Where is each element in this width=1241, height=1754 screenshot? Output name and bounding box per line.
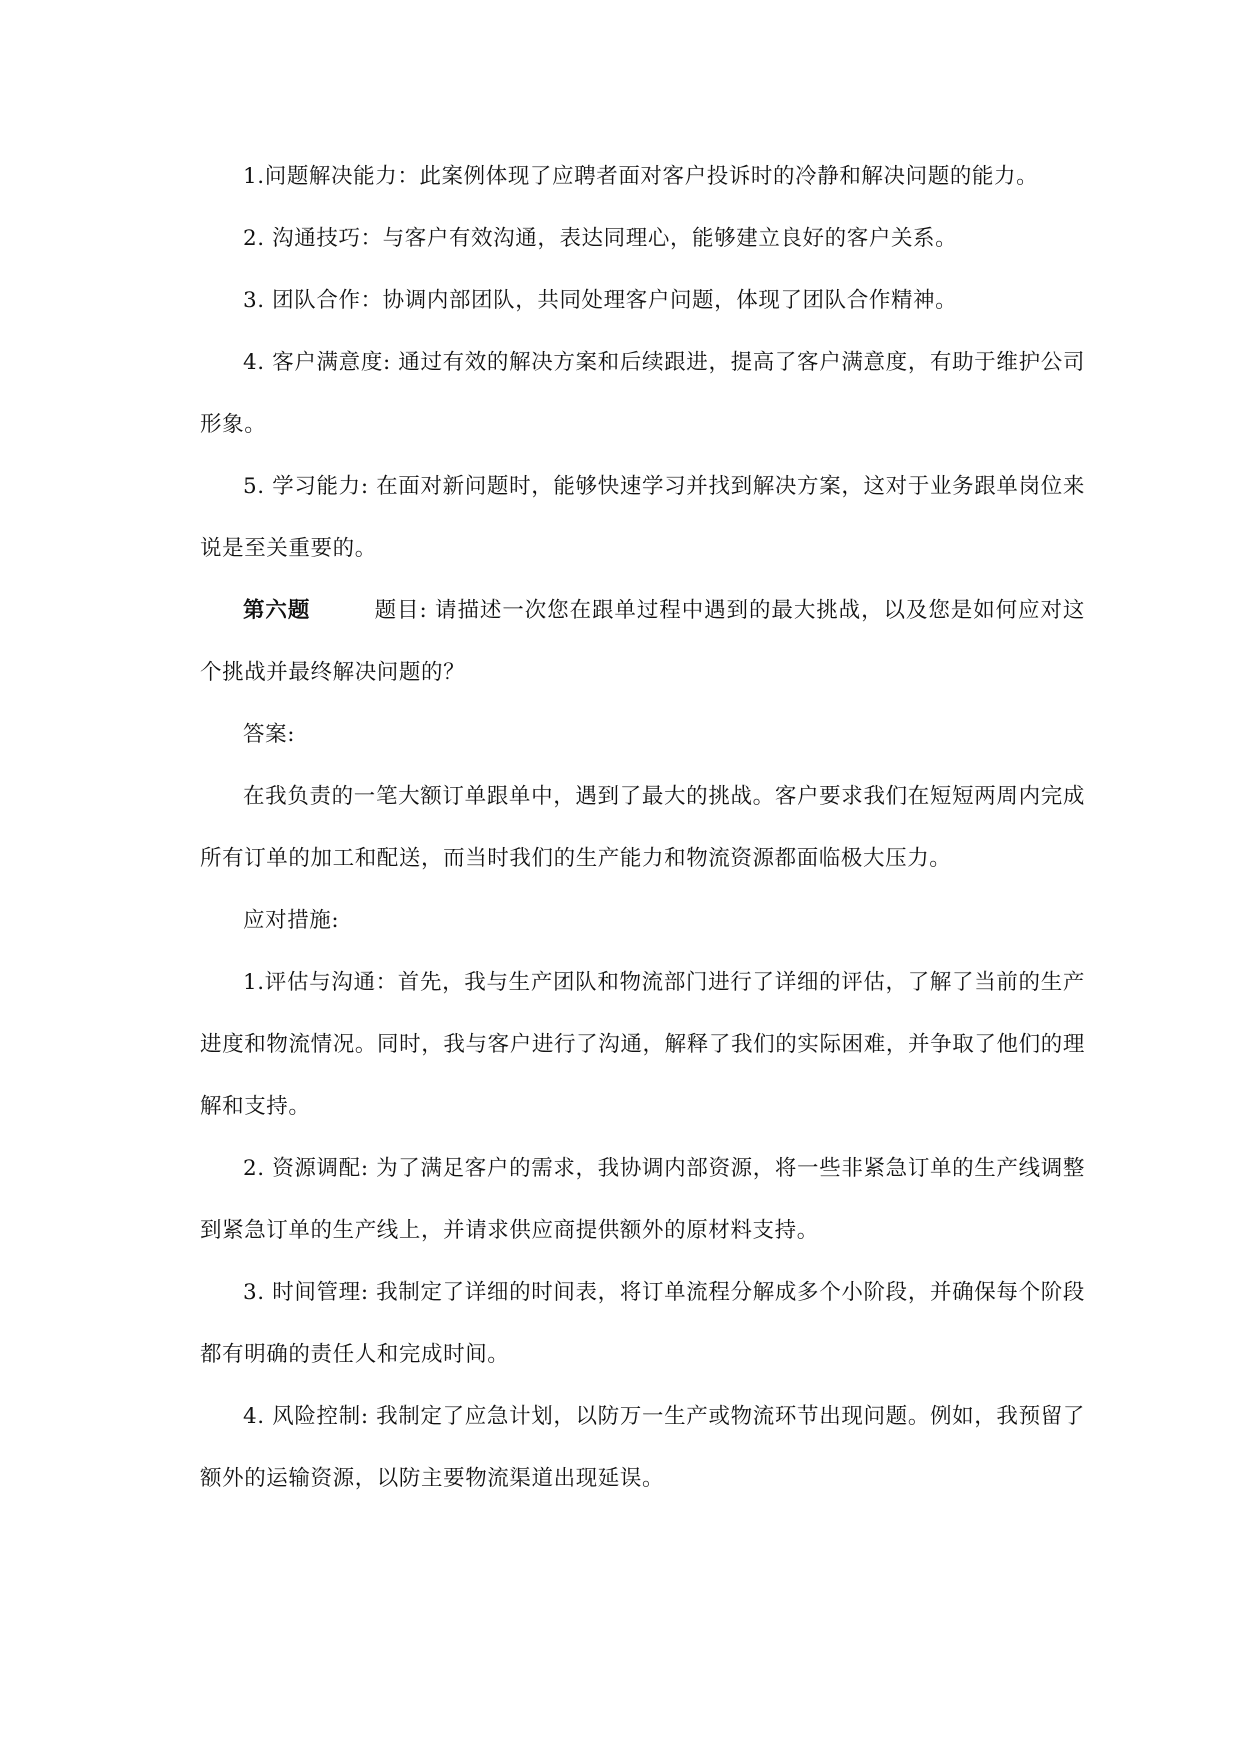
paragraph-learning: 5. 学习能力: 在面对新问题时，能够快速学习并找到解决方案，这对于业务跟单岗位来说是至关重要的。 [200,474,1085,561]
measure-evaluation: 1.评估与沟通：首先，我与生产团队和物流部门进行了详细的评估，了解了当前的生产进度和物流情况。同时，我与客户进行了沟通，解释了我们的实际困难，并争取了他们的理解和支持。 [200,970,1085,1119]
paragraph-problem-solving: 1.问题解决能力：此案例体现了应聘者面对客户投诉时的冷静和解决问题的能力。 [243,164,1039,189]
answer-paragraph: 在我负责的一笔大额订单跟单中，遇到了最大的挑战。客户要求我们在短短两周内完成所有订单的加工和配送，而当时我们的生产能力和物流资源都面临极大压力。 [200,784,1085,871]
measure-time: 3. 时间管理: 我制定了详细的时间表，将订单流程分解成多个小阶段，并确保每个阶段都有明确的责任人和完成时间。 [200,1280,1085,1367]
measure-resources: 2. 资源调配: 为了满足客户的需求，我协调内部资源，将一些非紧急订单的生产线调整到紧急订单的生产线上，并请求供应商提供额外的原材料支持。 [200,1156,1085,1243]
question-title: 第六题 [243,598,311,623]
question-text: 题目: 请描述一次您在跟单过程中遇到的最大挑战，以及您是如何应对这个挑战并最终解决问题的？ [200,598,1085,685]
paragraph-customer-satisfaction: 4. 客户满意度: 通过有效的解决方案和后续跟进，提高了客户满意度，有助于维护公司形象。 [200,350,1085,437]
measure-risk: 4. 风险控制: 我制定了应急计划，以防万一生产或物流环节出现问题。例如，我预留了额外的运输资源，以防主要物流渠道出现延误。 [200,1404,1085,1491]
measures-label: 应对措施: [243,908,340,933]
paragraph-teamwork: 3. 团队合作：协调内部团队，共同处理客户问题，体现了团队合作精神。 [243,288,958,313]
answer-label: 答案: [243,722,296,747]
question-block [200,580,1085,704]
paragraph-communication: 2. 沟通技巧：与客户有效沟通，表达同理心，能够建立良好的客户关系。 [243,226,958,251]
document-body [200,146,1085,1510]
